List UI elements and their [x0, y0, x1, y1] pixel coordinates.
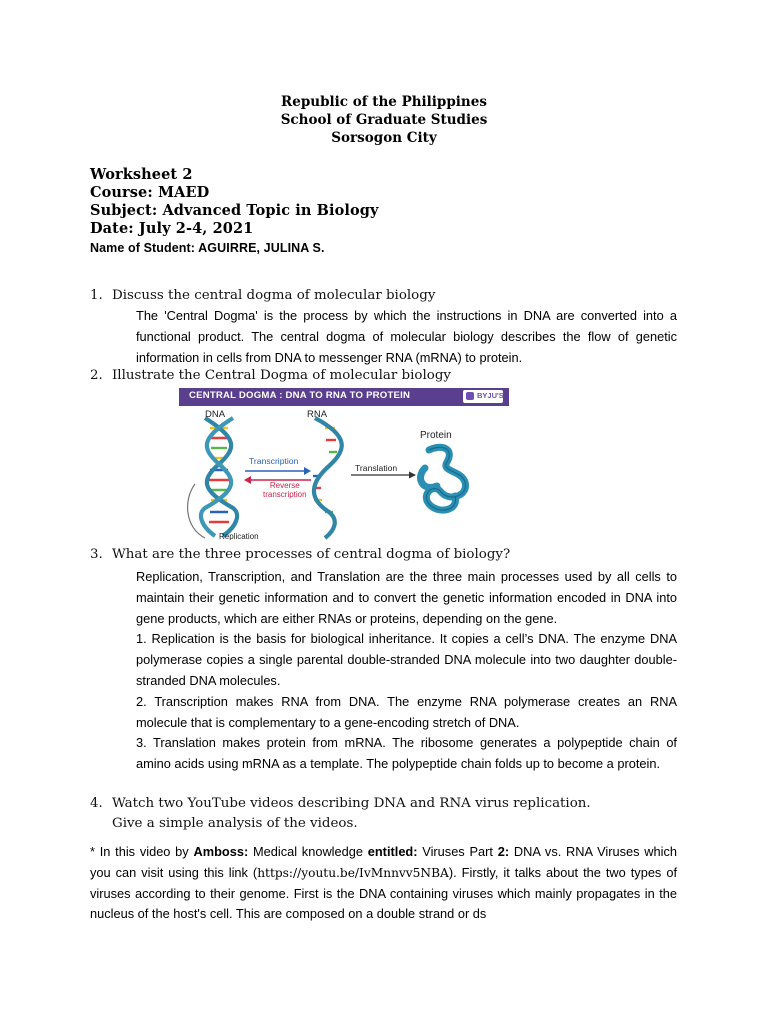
answer-intro: Replication, Transcription, and Translation are the three main processes used by all cells to maintain their genetic information and to convert the genetic information encoded in DNA into gene products, which are either RNAs or proteins, depending on the gene. [136, 569, 677, 626]
reverse-line: Reverse [269, 481, 300, 490]
answer-1 [136, 306, 677, 368]
transcription-arrowhead [304, 467, 311, 475]
subject-line: Subject: Advanced Topic in Biology [90, 202, 379, 219]
transcription-line: transcription [263, 489, 307, 499]
part-number: 2: [497, 844, 510, 859]
reverse-transcription-arrowhead [244, 476, 251, 484]
figure-drawing [179, 388, 509, 540]
rna-backbone [314, 418, 342, 538]
question-number: 2. [90, 368, 103, 383]
brand-name: BYJU'S [477, 391, 504, 400]
analysis-text: Viruses Part [417, 844, 498, 859]
video-link[interactable]: https://youtu.be/IvMnnvv5NBA [257, 865, 449, 880]
transcription-label: Transcription [249, 456, 299, 466]
answer-paragraph: The 'Central Dogma' is the process by which the instructions in DNA are converted into a functional product. The central dogma of molecular biology describes the flow of genetic information in cells from DNA to messenger RNA (mRNA) to protein. [136, 308, 677, 365]
answer-replication: 1. Replication is the basis for biological inheritance. It copies a cell’s DNA. The enzyme DNA polymerase copies a single parental double-stranded DNA molecule into two daughter double-stranded DNA molecules. [136, 631, 677, 688]
header-city: Sorsogon City [331, 130, 437, 146]
question-text-line2: Give a simple analysis of the videos. [112, 816, 358, 831]
protein-chain [426, 447, 465, 510]
protein-label: Protein [420, 430, 452, 441]
question-3 [90, 547, 692, 562]
answer-transcription: 2. Transcription makes RNA from DNA. The enzyme RNA polymerase creates an RNA molecule that is complementary to a gene-encoding stretch of DNA. [136, 693, 677, 730]
analysis-text: DNA vs. RNA Viruses which you can visit using this link ( [90, 844, 678, 880]
rna-label: RNA [307, 409, 328, 420]
date-line: Date: July 2-4, 2021 [90, 220, 254, 237]
header-republic: Republic of the Philippines [281, 94, 487, 110]
student-name: Name of Student: AGUIRRE, JULINA S. [90, 241, 325, 255]
central-dogma-figure [179, 388, 509, 540]
replication-label: Replication [219, 532, 259, 540]
translation-arrowhead [409, 472, 416, 479]
question-4 [90, 794, 692, 834]
header-school: School of Graduate Studies [280, 112, 488, 128]
dna-label: DNA [205, 409, 226, 420]
question-text: Illustrate the Central Dogma of molecular biology [112, 368, 451, 383]
question-number: 4. [90, 796, 103, 811]
answer-translation: 3. Translation makes protein from mRNA. The ribosome generates a polypeptide chain of amino acids using mRNA as a template. The polypeptide chain folds up to become a protein. [136, 735, 677, 772]
question-text: Discuss the central dogma of molecular biology [112, 288, 436, 303]
worksheet-title: Worksheet 2 [90, 166, 193, 183]
question-1 [90, 288, 692, 303]
question-2 [90, 368, 692, 383]
analysis-text: ). Firstly, it talks about the two types of viruses according to their genome. First is the DNA containing viruses which mainly propagates in the nucleus of the host's cell. This are composed on a double strand or ds [90, 864, 677, 922]
analysis-text: Medical knowledge [248, 844, 368, 859]
question-number: 1. [90, 288, 103, 303]
video-analysis [90, 842, 677, 925]
analysis-lead: * In this video by [90, 844, 194, 859]
figure-title: CENTRAL DOGMA : DNA TO RNA TO PROTEIN [189, 390, 411, 401]
translation-label: Translation [355, 463, 398, 473]
question-number: 3. [90, 547, 103, 562]
course-line: Course: MAED [90, 184, 210, 201]
question-text-line1: Watch two YouTube videos describing DNA and RNA virus replication. [112, 796, 591, 811]
reverse-transcription-label [263, 482, 307, 499]
rna-strand [313, 418, 342, 538]
channel-name: Amboss: [193, 844, 249, 859]
question-text: What are the three processes of central dogma of biology? [112, 547, 511, 562]
answer-3 [136, 567, 677, 775]
entitled-label: entitled: [367, 844, 418, 859]
protein-loop [421, 468, 437, 487]
dna-helix [201, 418, 237, 536]
analysis-paragraph [90, 842, 677, 925]
